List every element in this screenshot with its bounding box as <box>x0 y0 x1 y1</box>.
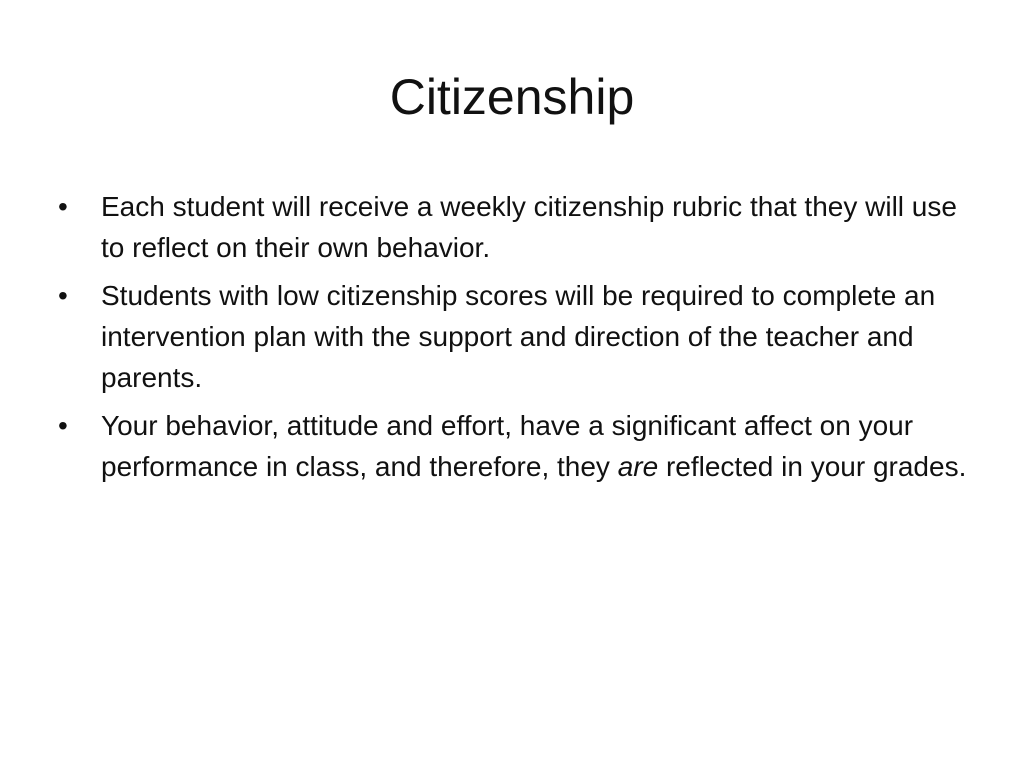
emphasized-word: are <box>617 451 659 482</box>
bullet-text: Each student will receive a weekly citizenship rubric that they will use to reflect on their own behavior. <box>101 191 957 263</box>
bullet-dot-icon: • <box>58 191 68 222</box>
bullet-list <box>58 186 970 494</box>
bullet-item-behavior-impact <box>58 405 970 487</box>
bullet-dot-icon: • <box>58 280 68 311</box>
slide-title: Citizenship <box>389 69 635 125</box>
bullet-text: Students with low citizenship scores will be required to complete an intervention plan with the support and direction of the teacher and parents. <box>101 280 936 393</box>
bullet-text-before: Your behavior, attitude and effort, have a significant affect on your performance in class, and therefore, they <box>101 410 914 482</box>
bullet-item-weekly-rubric <box>58 186 970 268</box>
bullet-text-after: reflected in your grades. <box>658 451 967 482</box>
bullet-dot-icon: • <box>58 410 68 441</box>
bullet-item-intervention-plan <box>58 275 970 398</box>
bullet-text <box>101 410 966 482</box>
